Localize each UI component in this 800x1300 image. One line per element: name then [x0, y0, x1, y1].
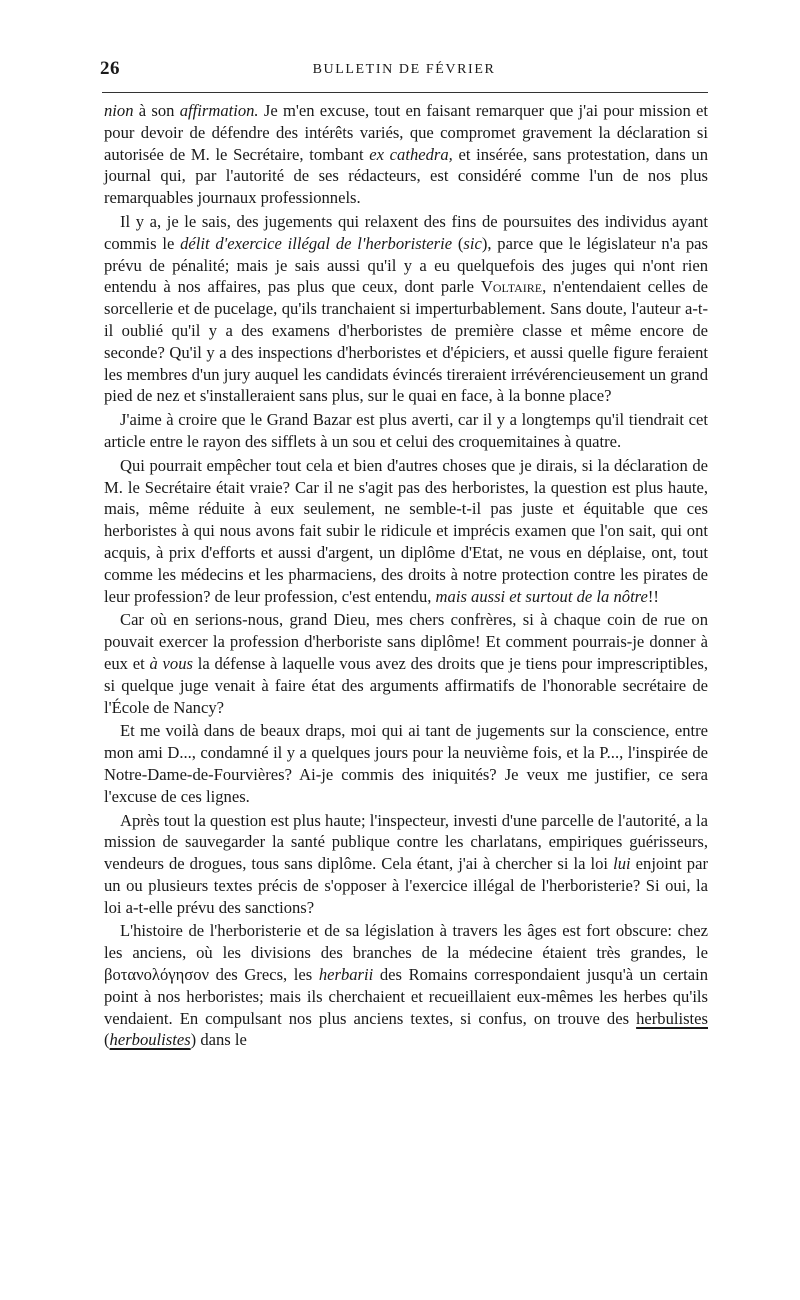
text-run: enjoint par un ou plusieurs textes précis de s'opposer à l'exercice illégal de l'herboristerie? Si oui, la loi a-t-elle prévu des sanctions?: [104, 854, 708, 917]
text-run: Car où en serions-nous, grand Dieu, mes chers confrères, si à chaque coin de rue on pouvait exercer la profession d'herboriste sans diplôme! Et comment pourrais-je donner à eux et: [104, 610, 708, 673]
text-run: Et me voilà dans de beaux draps, moi qui ai tant de jugements sur la conscience, entre mon ami D..., condamné il y a quelques jours pour la neuvième fois, et la P..., l'inspirée de Notre-Dame-de-Fourvières? Ai-je commis des iniquités? Je veux me justifier, ce sera l'excuse de ces lignes.: [104, 721, 708, 806]
paragraph: [104, 810, 708, 919]
body-text: [104, 100, 708, 1051]
text-run: ) dans le: [190, 1030, 247, 1050]
text-run: J'aime à croire que le Grand Bazar est plus averti, car il y a longtemps qu'il tiendrait cet article entre le rayon des sifflets à un sou et celui des croquemitaines à quatre.: [104, 410, 708, 451]
italic-text: à vous: [149, 653, 193, 673]
header-rule: [102, 92, 708, 93]
italic-text: sic: [463, 233, 482, 253]
italic-text: affirmation.: [179, 101, 259, 120]
paragraph: [104, 455, 708, 608]
italic-text: lui: [613, 854, 631, 874]
paragraph: [104, 920, 708, 1051]
text-run: (: [104, 1030, 110, 1050]
text-run: Il y a, je le sais, des jugements qui relaxent des fins de poursuites des individus ayant commis le: [104, 211, 708, 253]
running-head: BULLETIN DE FÉVRIER: [312, 62, 496, 77]
small-caps-text: Voltaire: [480, 277, 543, 297]
text-run: , n'entendaient celles de sorcellerie et de pucelage, qu'ils tranchaient si imperturbablement. Sans doute, l'auteur a-t-il oublié qu'il y a des examens d'herboristes de première classe et même encore de seconde? Qu'il y a des inspections d'herboristes et d'épiciers, et aussi quelle figure feraient les membres d'un jury auquel les candidats évincés tireraient irrévérencieusement un grand pied de nez et s'installeraient sans plus, sur le quai en face, à la bonne place?: [104, 277, 708, 406]
text-run: L'histoire de l'herboristerie et de sa législation à travers les âges est fort obscure: chez les anciens, où les divisions des branches de la médecine étaient très grandes, le βοτανολόγησον des Grecs, les: [104, 921, 708, 985]
text-run: la défense à laquelle vous avez des droits que je tiens pour imprescriptibles, si quelque juge venait à faire état des arguments affirmatifs de l'honorable secrétaire de l'École de Nancy?: [104, 653, 708, 717]
paragraph: [104, 409, 708, 453]
page-number: 26: [100, 58, 120, 79]
paragraph: [104, 100, 708, 209]
text-run: !!: [647, 586, 659, 606]
text-run: des Romains correspondaient jusqu'à un certain point à nos herboristes; mais ils cherchaient et recueillaient eux-mêmes les herbes qu'ils vendaient. En compulsant nos plus anciens textes, si confus, on trouve des: [104, 965, 709, 1028]
italic-text: délit d'exercice illégal de l'herboristerie: [180, 233, 453, 253]
paragraph: [104, 609, 708, 718]
italic-text: nion: [104, 101, 134, 120]
text-run: Après tout la question est plus haute; l'inspecteur, investi d'une parcelle de l'autorité, a la mission de sauvegarder la santé publique contre les charlatans, empiriques guérisseurs, vendeurs de drogues, tous sans diplôme. Cela étant, j'ai à chercher si la loi: [104, 810, 708, 874]
text-run: ), parce que le législateur n'a pas prévu de pénalité; mais je sais aussi qu'il y a eu quelquefois des juges qui n'ont rien entendu à nos affaires, pas plus que ceux, dont parle: [104, 233, 708, 297]
italic-text: herbarii: [318, 965, 374, 985]
underlined-text: herbulistes: [636, 1008, 708, 1028]
text-run: Qui pourrait empêcher tout cela et bien d'autres choses que je dirais, si la déclaration de M. le Secrétaire était vraie? Car il ne s'agit pas des herboristes, la question est plus haute, mais, même réduite à eux seulement, ne semble-t-il pas juste et équitable que ces herboristes à qui nous avons fait subir le ridicule et imprécis examen que l'on sait, qui ont acquis, à prix d'efforts et aussi d'argent, un diplôme d'Etat, ne vous en déplaise, ont, tout comme les médecins et les pharmaciens, des droits à notre protection contre les pirates de leur profession? de leur profession, c'est entendu,: [104, 455, 708, 606]
paragraph: [104, 211, 708, 407]
italic-text: mais aussi et surtout de la nôtre: [435, 586, 648, 606]
text-run: (: [452, 233, 464, 253]
page-header: [100, 54, 708, 84]
paragraph: [104, 720, 708, 807]
text-run: Je m'en excuse, tout en faisant remarquer que j'ai pour mission et pour devoir de défendre des intérêts variés, que compromet gravement la déclaration si autorisée de M. le Secrétaire, tombant: [104, 101, 708, 164]
underlined-italic-text: herboulistes: [109, 1030, 191, 1050]
italic-text: ex cathedra,: [369, 144, 453, 164]
text-run: et insérée, sans protestation, dans un journal qui, par l'autorité de ses rédacteurs, est considéré comme l'un de nos plus remarquables journaux professionnels.: [104, 144, 708, 208]
text-run: à son: [133, 101, 180, 120]
